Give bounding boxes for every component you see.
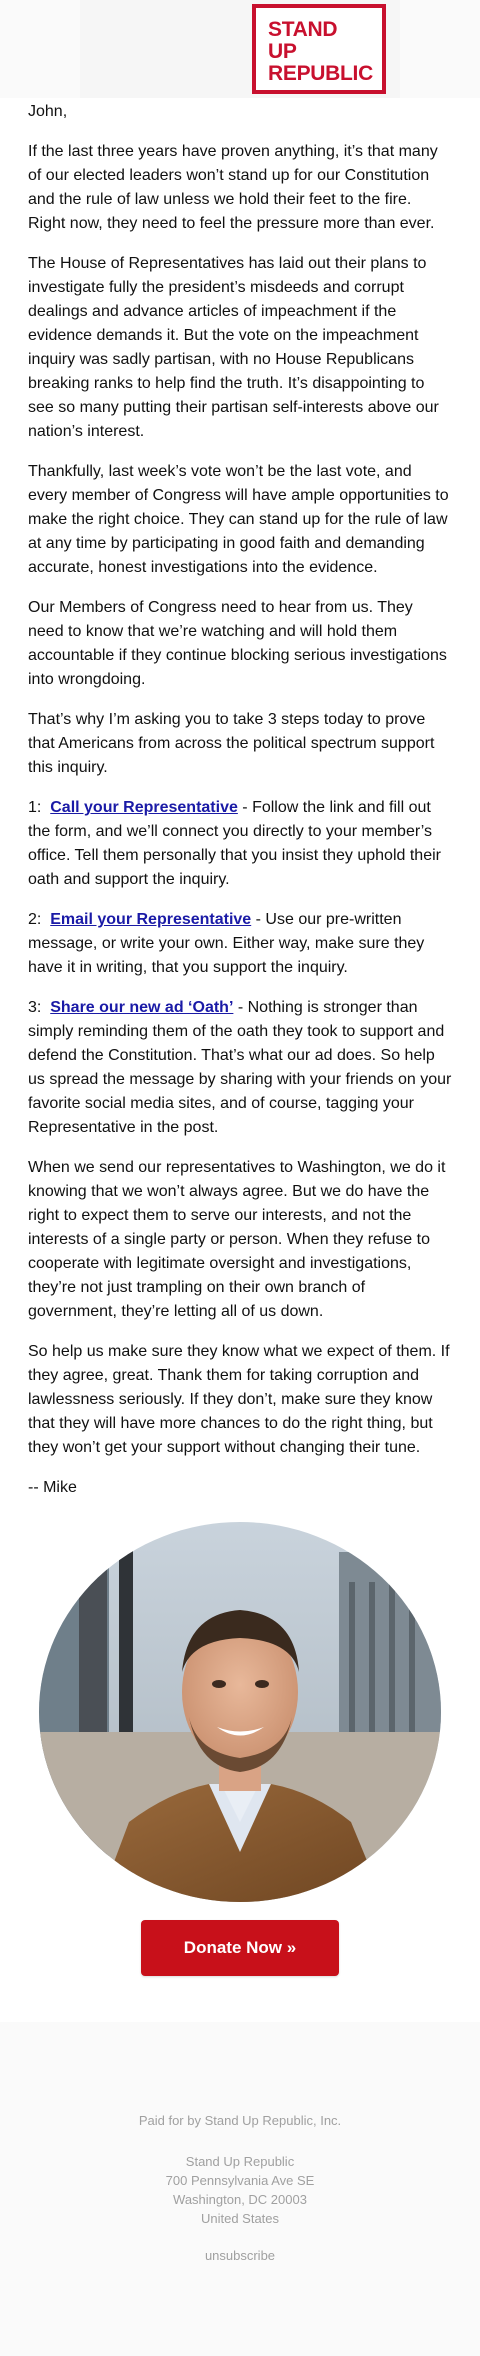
- footer-org-name: Stand Up Republic: [185, 2154, 295, 2169]
- closing-paragraph-2: So help us make sure they know what we expect of them. If they agree, great. Thank them for taking corruption and lawlessness seriously. If they don’t, make sure they know that they will have more chances to do the right thing, but they won’t get your support without changing their tune.: [28, 1343, 450, 1456]
- step-1-text: - Follow the link and fill out the form, and we’ll connect you directly to your member’s office. Tell them personally that you insist they uphold their oath and support the inquiry.: [28, 799, 441, 888]
- body-paragraph-2: The House of Representatives has laid out their plans to investigate fully the president’s misdeeds and corrupt dealings and advance articles of impeachment if the evidence demands it. But the vote on the impeachment inquiry was sadly partisan, with no House Republicans breaking ranks to help find the truth. It’s disappointing to see so many putting their partisan self-interests above our nation’s interest.: [28, 255, 439, 440]
- body-paragraph-1: If the last three years have proven anything, it’s that many of our elected leaders won’t stand up for our Constitution and the rule of law unless we hold their feet to the fire. Right now, they need to feel the pressure more than ever.: [28, 143, 438, 232]
- email-footer: [0, 2100, 480, 2265]
- paid-for-disclaimer: Paid for by Stand Up Republic, Inc.: [138, 2113, 342, 2128]
- call-representative-link[interactable]: Call your Representative: [50, 799, 238, 816]
- step-3: [28, 996, 452, 1140]
- email-representative-link[interactable]: Email your Representative: [50, 911, 252, 928]
- step-2: [28, 908, 452, 980]
- logo-line-2: UP: [268, 40, 297, 63]
- donate-now-button[interactable]: Donate Now »: [141, 1920, 339, 1976]
- body-paragraph-5: That’s why I’m asking you to take 3 steps today to prove that Americans from across the political spectrum support this inquiry.: [28, 711, 435, 776]
- donate-section: [28, 1902, 452, 2022]
- signoff: -- Mike: [28, 1479, 77, 1496]
- footer-country: United States: [200, 2211, 280, 2226]
- email-header: [80, 0, 400, 98]
- step-1-number: 1:: [28, 799, 42, 816]
- body-paragraph-4: Our Members of Congress need to hear from us. They need to know that we’re watching and will hold them accountable if they continue blocking serious investigations into wrongdoing.: [28, 599, 447, 688]
- body-paragraph-3: Thankfully, last week’s vote won’t be the last vote, and every member of Congress will have ample opportunities to make the right choice. They can stand up for the rule of law at any time by participating in good faith and demanding accurate, honest investigations into the evidence.: [28, 463, 449, 576]
- unsubscribe-link[interactable]: unsubscribe: [204, 2248, 276, 2263]
- step-3-number: 3:: [28, 999, 42, 1016]
- footer-city: Washington, DC 20003: [173, 2192, 307, 2207]
- logo-line-1: STAND: [268, 18, 338, 41]
- step-2-text: - Use our pre-written message, or write your own. Either way, make sure they have it in writing, that you support the inquiry.: [28, 911, 425, 976]
- logo-line-3: REPUBLIC: [268, 62, 373, 85]
- footer-street: 700 Pennsylvania Ave SE: [165, 2173, 315, 2188]
- author-portrait-image: [39, 1522, 441, 1902]
- stand-up-republic-logo[interactable]: [252, 4, 386, 94]
- share-ad-link[interactable]: Share our new ad ‘Oath’: [50, 999, 234, 1016]
- step-3-text: - Nothing is stronger than simply reminding them of the oath they took to support and defend the Constitution. That’s what our ad does. So help us spread the message by sharing with your friends on your favorite social media sites, and of course, tagging your Representative in the post.: [28, 999, 452, 1136]
- closing-paragraph-1: When we send our representatives to Washington, we do it knowing that we won’t always agree. But we do have the right to expect them to serve our interests, and not the interests of a single party or person. When they refuse to cooperate with legitimate oversight and investigations, they’re not just trampling on their own branch of government, they’re letting all of us down.: [28, 1159, 446, 1320]
- step-1: [28, 796, 452, 892]
- greeting: John,: [28, 103, 68, 120]
- email-body: [28, 98, 452, 2022]
- step-2-number: 2:: [28, 911, 42, 928]
- author-photo: [39, 1522, 441, 1902]
